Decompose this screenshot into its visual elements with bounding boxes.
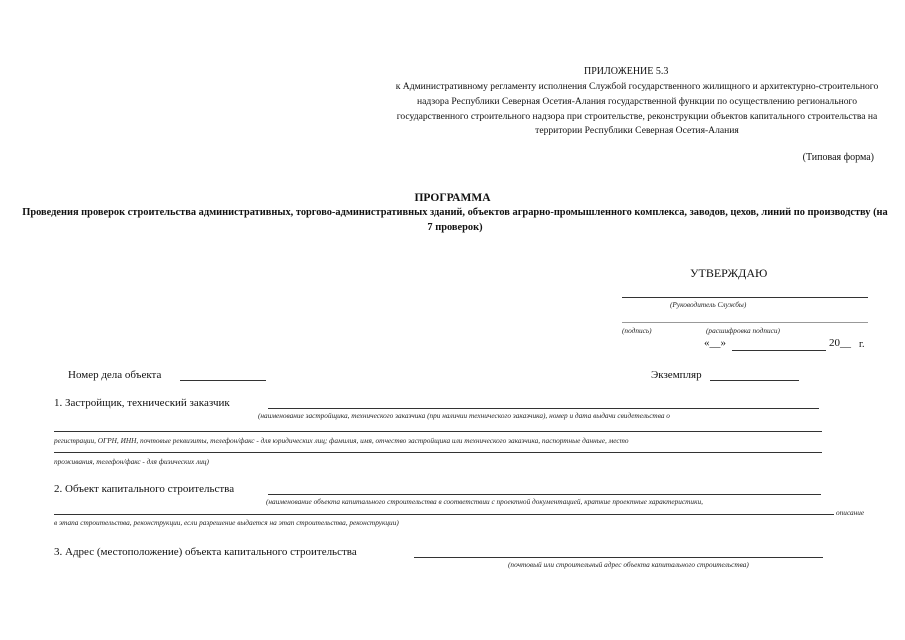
section3-line[interactable]: [414, 557, 823, 558]
form-type: (Типовая форма): [802, 152, 874, 163]
section2-line2[interactable]: [54, 514, 834, 515]
case-number-line[interactable]: [180, 380, 266, 381]
signature-hint: (подпись): [622, 326, 652, 335]
section1-hint3: проживания, телефон/факс - для физических лиц): [54, 457, 209, 466]
section1-hint1: (наименование застройщика, технического заказчика (при наличии технического заказчика), номер и дата выдачи свидетельства о: [258, 411, 670, 420]
section3-label: 3. Адрес (местоположение) объекта капитального строительства: [54, 546, 357, 558]
section2-line[interactable]: [268, 494, 821, 495]
date-month-line[interactable]: [732, 350, 826, 351]
approver-hint: (Руководитель Службы): [670, 300, 747, 309]
copy-line[interactable]: [710, 380, 799, 381]
document-subtitle: Проведения проверок строительства административных, торгово-административных зданий, объектов аграрно-промышленного комплекса, заводов, цехов, линий по производству (на 7 проверок): [22, 207, 888, 233]
document-title: ПРОГРАММА: [414, 192, 491, 204]
date-year-suffix: г.: [859, 339, 865, 350]
decode-hint: (расшифровка подписи): [706, 326, 780, 335]
annex-label: ПРИЛОЖЕНИЕ 5.3: [584, 66, 669, 77]
section3-hint: (почтовый или строительный адрес объекта капитального строительства): [508, 560, 749, 569]
section1-line[interactable]: [268, 408, 819, 409]
section1-line2[interactable]: [54, 431, 822, 432]
date-year[interactable]: 20__: [829, 337, 851, 349]
approval-heading: УТВЕРЖДАЮ: [690, 266, 768, 280]
section2-label: 2. Объект капитального строительства: [54, 483, 235, 495]
copy-label: Экземпляр: [651, 369, 702, 381]
approver-line[interactable]: [622, 297, 868, 298]
section2-hint1-end: описание: [836, 508, 865, 517]
annex-text: к Административному регламенту исполнения Службой государственного жилищного и архитектурно-строительного надзора Республики Северная Осетия-Алания государственной функции по осуществлению регионального государственного строительного надзора при строительстве, реконструкции объектов капитального строительства на территории Республики Северная Осетия-Алания: [395, 81, 879, 137]
section2-hint1: (наименование объекта капитального строительства в соответствии с проектной документацией, краткие проектные характеристики,: [266, 497, 703, 506]
section1-hint2: регистрации, ОГРН, ИНН, почтовые реквизиты, телефон/факс - для юридических лиц; фамилия, имя, отчество застройщика или технического заказчика, паспортные данные, место: [54, 436, 629, 445]
signature-line[interactable]: [622, 322, 868, 323]
section1-line3[interactable]: [54, 452, 822, 453]
case-number-label: Номер дела объекта: [68, 369, 162, 381]
section2-hint2: в этапа строительства, реконструкции, если разрешение выдается на этап строительства, реконструкции): [54, 518, 399, 527]
date-day[interactable]: «__»: [704, 337, 726, 349]
section1-label: 1. Застройщик, технический заказчик: [54, 397, 230, 409]
